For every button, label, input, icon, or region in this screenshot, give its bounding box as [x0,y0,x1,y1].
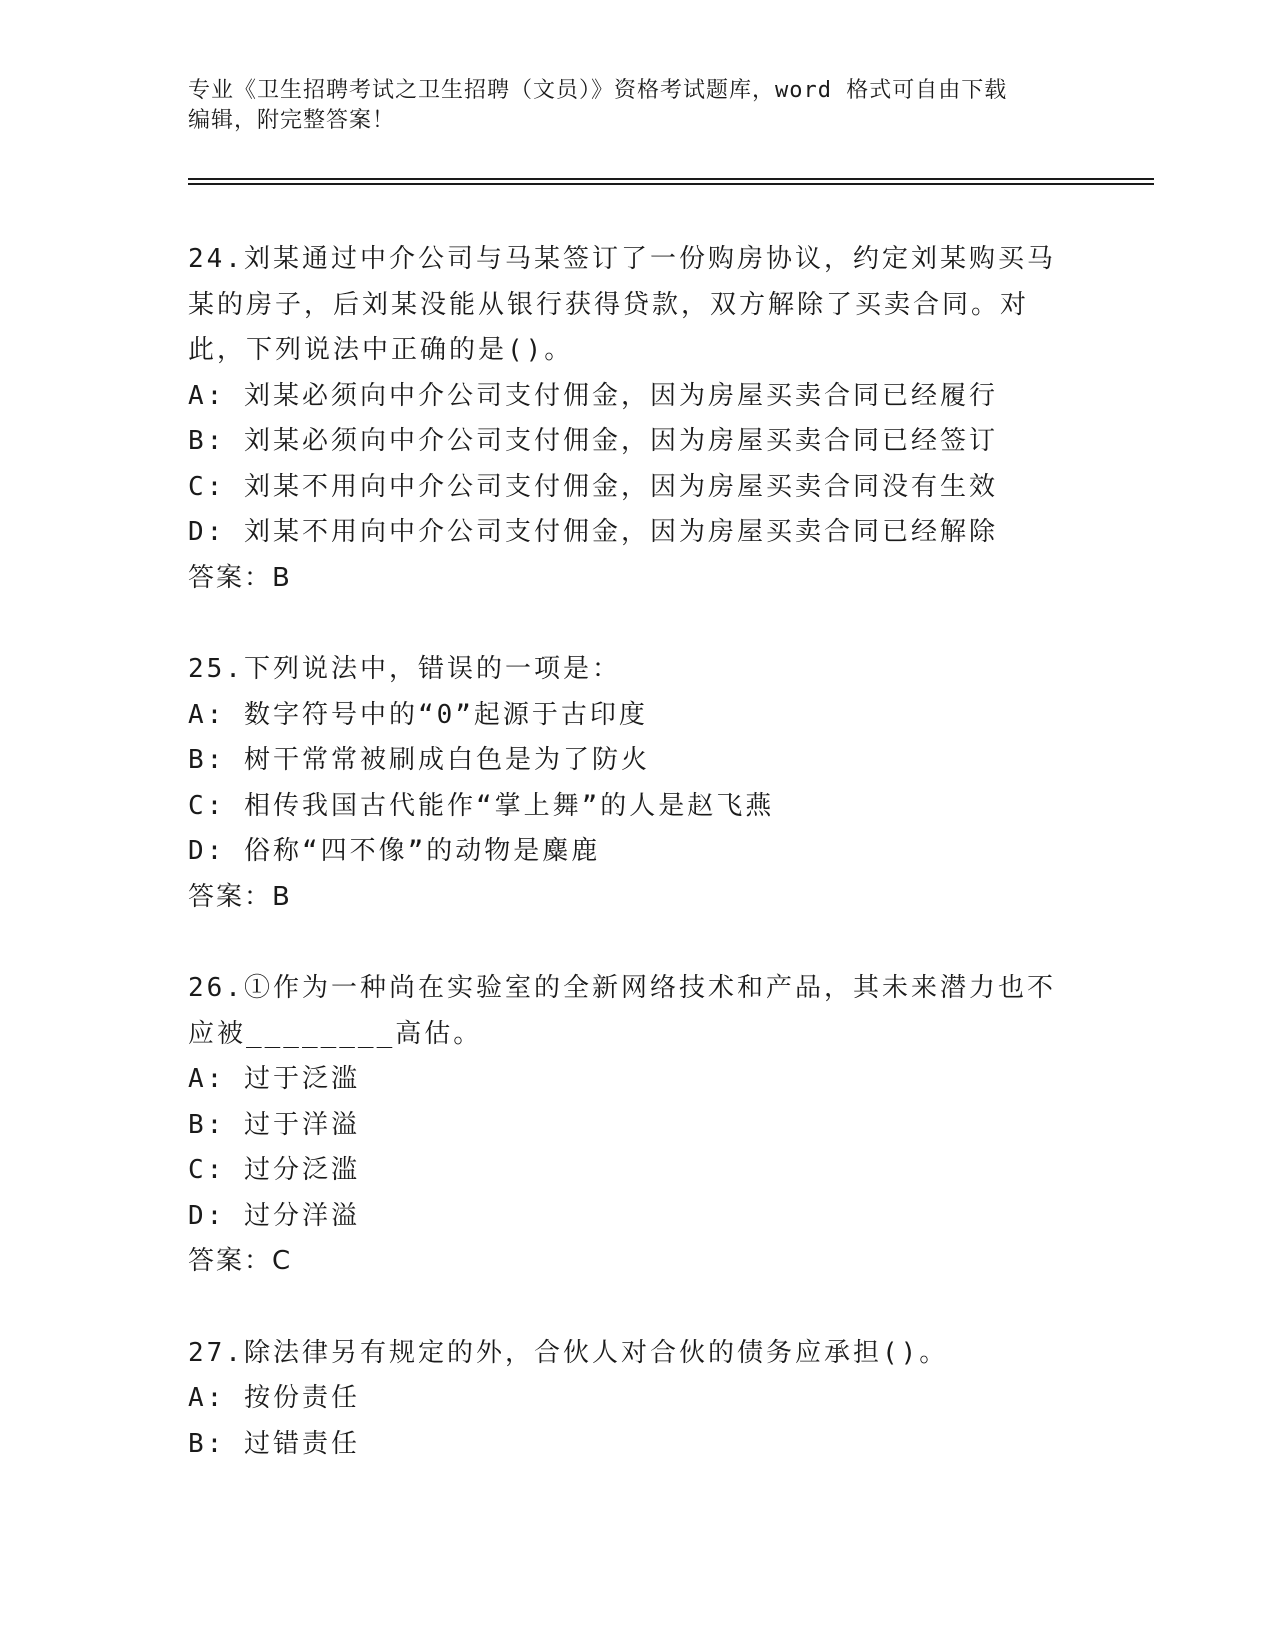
option-d: D: 过分洋溢 [188,1200,360,1231]
option-a: A: 按份责任 [188,1383,360,1413]
option-c: C: 刘某不用向中介公司支付佣金，因为房屋买卖合同没有生效 [188,471,998,502]
question-stem: 25.下列说法中，错误的一项是： [188,654,621,684]
question-list [188,237,1068,1513]
option-a: A: 刘某必须向中介公司支付佣金，因为房屋买卖合同已经履行 [188,380,998,411]
option-d: D: 刘某不用向中介公司支付佣金，因为房屋买卖合同已经解除 [188,517,998,547]
option-a: A: 数字符号中的“0”起源于古印度 [188,699,648,730]
answer-line: 答案：B [188,881,292,912]
option-a: A: 过于泛滥 [188,1064,360,1094]
question-27 [188,1331,1068,1468]
question-26 [188,966,1068,1285]
option-c: C: 过分泛滥 [188,1155,360,1185]
header-line-2: 编辑，附完整答案！ [188,108,396,133]
option-b: B: 树干常常被刷成白色是为了防火 [188,745,650,775]
document-header [188,76,1088,136]
option-b: B: 刘某必须向中介公司支付佣金，因为房屋买卖合同已经签订 [188,426,998,456]
question-stem: 26.①作为一种尚在实验室的全新网络技术和产品，其未来潜力也不应被________高估。 [188,973,1056,1049]
header-divider-top [188,178,1154,180]
header-line-1: 专业《卫生招聘考试之卫生招聘（文员）》资格考试题库，word 格式可自由下载 [188,78,1008,103]
answer-line: 答案：C [188,1246,293,1276]
question-stem: 24.刘某通过中介公司与马某签订了一份购房协议，约定刘某购买马某的房子，后刘某没能从银行获得贷款，双方解除了买卖合同。对此，下列说法中正确的是()。 [188,244,1056,365]
question-24 [188,237,1068,601]
question-stem: 27.除法律另有规定的外，合伙人对合伙的债务应承担()。 [188,1337,949,1368]
option-c: C: 相传我国古代能作“掌上舞”的人是赵飞燕 [188,790,775,821]
header-divider-bottom [188,183,1154,185]
answer-line: 答案：B [188,562,292,593]
question-25 [188,647,1068,920]
option-d: D: 俗称“四不像”的动物是麋鹿 [188,836,601,866]
option-b: B: 过错责任 [188,1428,360,1459]
option-b: B: 过于洋溢 [188,1109,360,1140]
